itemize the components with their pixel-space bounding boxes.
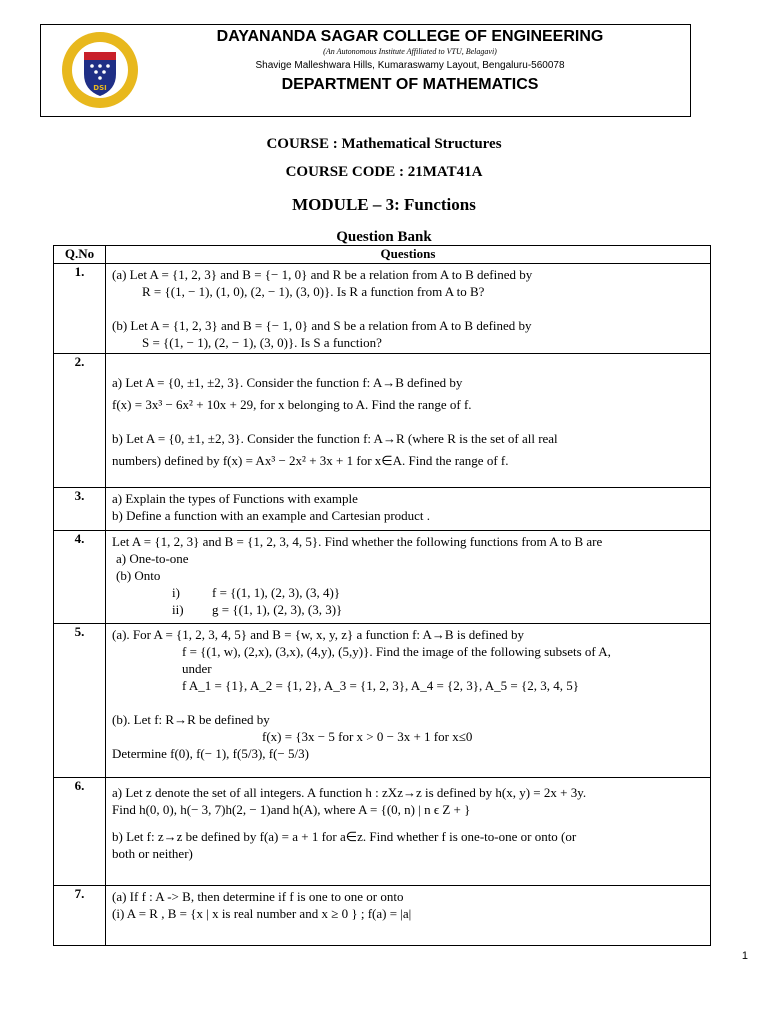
question-bank-title: Question Bank [336, 229, 432, 245]
college-subtitle: (An Autonomous Institute Affiliated to VTU, Belagavi) [323, 47, 497, 56]
question-cell [106, 531, 711, 624]
college-address: Shavige Malleshwara Hills, Kumaraswamy Layout, Bengaluru-560078 [255, 60, 565, 71]
question-number: 6. [54, 778, 106, 886]
item-marker: i) [172, 585, 180, 600]
table-row [54, 624, 711, 778]
table-row [54, 778, 711, 886]
table-row [54, 886, 711, 946]
question-line: Find h(0, 0), h(− 3, 7)h(2, − 1)and h(A), where A = {(0, n) | n ϵ Z + } [112, 802, 471, 817]
question-line: R = {(1, − 1), (1, 0), (2, − 1), (3, 0)}. Is R a function from A to B? [142, 284, 485, 299]
question-line: S = {(1, − 1), (2, − 1), (3, 0)}. Is S a function? [142, 335, 382, 350]
college-name: DAYANANDA SAGAR COLLEGE OF ENGINEERING [216, 28, 604, 45]
question-line: b) Let A = {0, ±1, ±2, 3}. Consider the function f: A→R (where R is the set of all real [112, 431, 558, 446]
question-line: a) One-to-one [116, 551, 189, 566]
question-table [53, 245, 711, 946]
question-line: (a) Let A = {1, 2, 3} and B = {− 1, 0} and R be a relation from A to B defined by [112, 267, 533, 282]
question-line: f(x) = 3x³ − 6x² + 10x + 29, for x belonging to A. Find the range of f. [112, 397, 472, 412]
table-row [54, 354, 711, 488]
question-number: 7. [54, 886, 106, 946]
col-header-qno: Q.No [54, 246, 106, 264]
question-line: f = {(1, w), (2,x), (3,x), (4,y), (5,y)}. Find the image of the following subsets of A, [182, 644, 611, 659]
question-line: (b) Let A = {1, 2, 3} and B = {− 1, 0} and S be a relation from A to B defined by [112, 318, 532, 333]
module-title: MODULE – 3: Functions [292, 195, 476, 214]
question-line: Let A = {1, 2, 3} and B = {1, 2, 3, 4, 5}. Find whether the following functions from A to B are [112, 534, 603, 549]
question-line: under [182, 661, 212, 676]
question-line [112, 601, 704, 618]
table-row [54, 488, 711, 531]
question-line: numbers) defined by f(x) = Ax³ − 2x² + 3x + 1 for x∈A. Find the range of f. [112, 453, 509, 468]
question-cell [106, 886, 711, 946]
question-line: a) Explain the types of Functions with example [112, 491, 358, 506]
course-code: COURSE CODE : 21MAT41A [285, 164, 483, 180]
question-line: a) Let z denote the set of all integers. A function h : zXz→z is defined by h(x, y) = 2x + 3y. [112, 785, 587, 800]
item-text: f = {(1, 1), (2, 3), (3, 4)} [212, 585, 341, 600]
table-row [54, 531, 711, 624]
department-name: DEPARTMENT OF MATHEMATICS [281, 76, 539, 93]
question-line: a) Let A = {0, ±1, ±2, 3}. Consider the function f: A→B defined by [112, 375, 463, 390]
item-text: g = {(1, 1), (2, 3), (3, 3)} [212, 602, 343, 617]
question-line: (a). For A = {1, 2, 3, 4, 5} and B = {w, x, y, z} a function f: A→B is defined by [112, 627, 525, 642]
question-line [112, 584, 704, 601]
question-line: f A_1 = {1}, A_2 = {1, 2}, A_3 = {1, 2, 3}, A_4 = {2, 3}, A_5 = {2, 3, 4, 5} [182, 678, 579, 693]
item-marker: ii) [172, 602, 184, 617]
college-logo [60, 30, 140, 110]
question-line: (b) Onto [116, 568, 161, 583]
question-number: 5. [54, 624, 106, 778]
question-number: 1. [54, 264, 106, 354]
question-line: (b). Let f: R→R be defined by [112, 712, 270, 727]
table-row [54, 264, 711, 354]
question-cell [106, 624, 711, 778]
col-header-questions: Questions [106, 246, 711, 264]
page-number: 1 [741, 950, 748, 962]
question-line: both or neither) [112, 846, 193, 861]
question-line: b) Define a function with an example and Cartesian product . [112, 508, 431, 523]
question-line: (i) A = R , B = {x | x is real number and x ≥ 0 } ; f(a) = |a| [112, 906, 412, 921]
question-line: f(x) = {3x − 5 for x > 0 − 3x + 1 for x≤0 [262, 729, 473, 744]
question-line: (a) If f : A -> B, then determine if f is one to one or onto [112, 889, 404, 904]
college-seal-icon [60, 30, 140, 110]
course-title: COURSE : Mathematical Structures [266, 136, 502, 152]
question-cell [106, 488, 711, 531]
question-number: 2. [54, 354, 106, 488]
question-number: 3. [54, 488, 106, 531]
svg-text:DSI: DSI [93, 84, 107, 92]
table-header-row [54, 246, 711, 264]
question-cell [106, 778, 711, 886]
question-cell [106, 354, 711, 488]
question-cell [106, 264, 711, 354]
question-line: Determine f(0), f(− 1), f(5/3), f(− 5/3) [112, 746, 309, 761]
question-number: 4. [54, 531, 106, 624]
question-line: b) Let f: z→z be defined by f(a) = a + 1 for a∈z. Find whether f is one-to-one or onto (or [112, 829, 577, 844]
